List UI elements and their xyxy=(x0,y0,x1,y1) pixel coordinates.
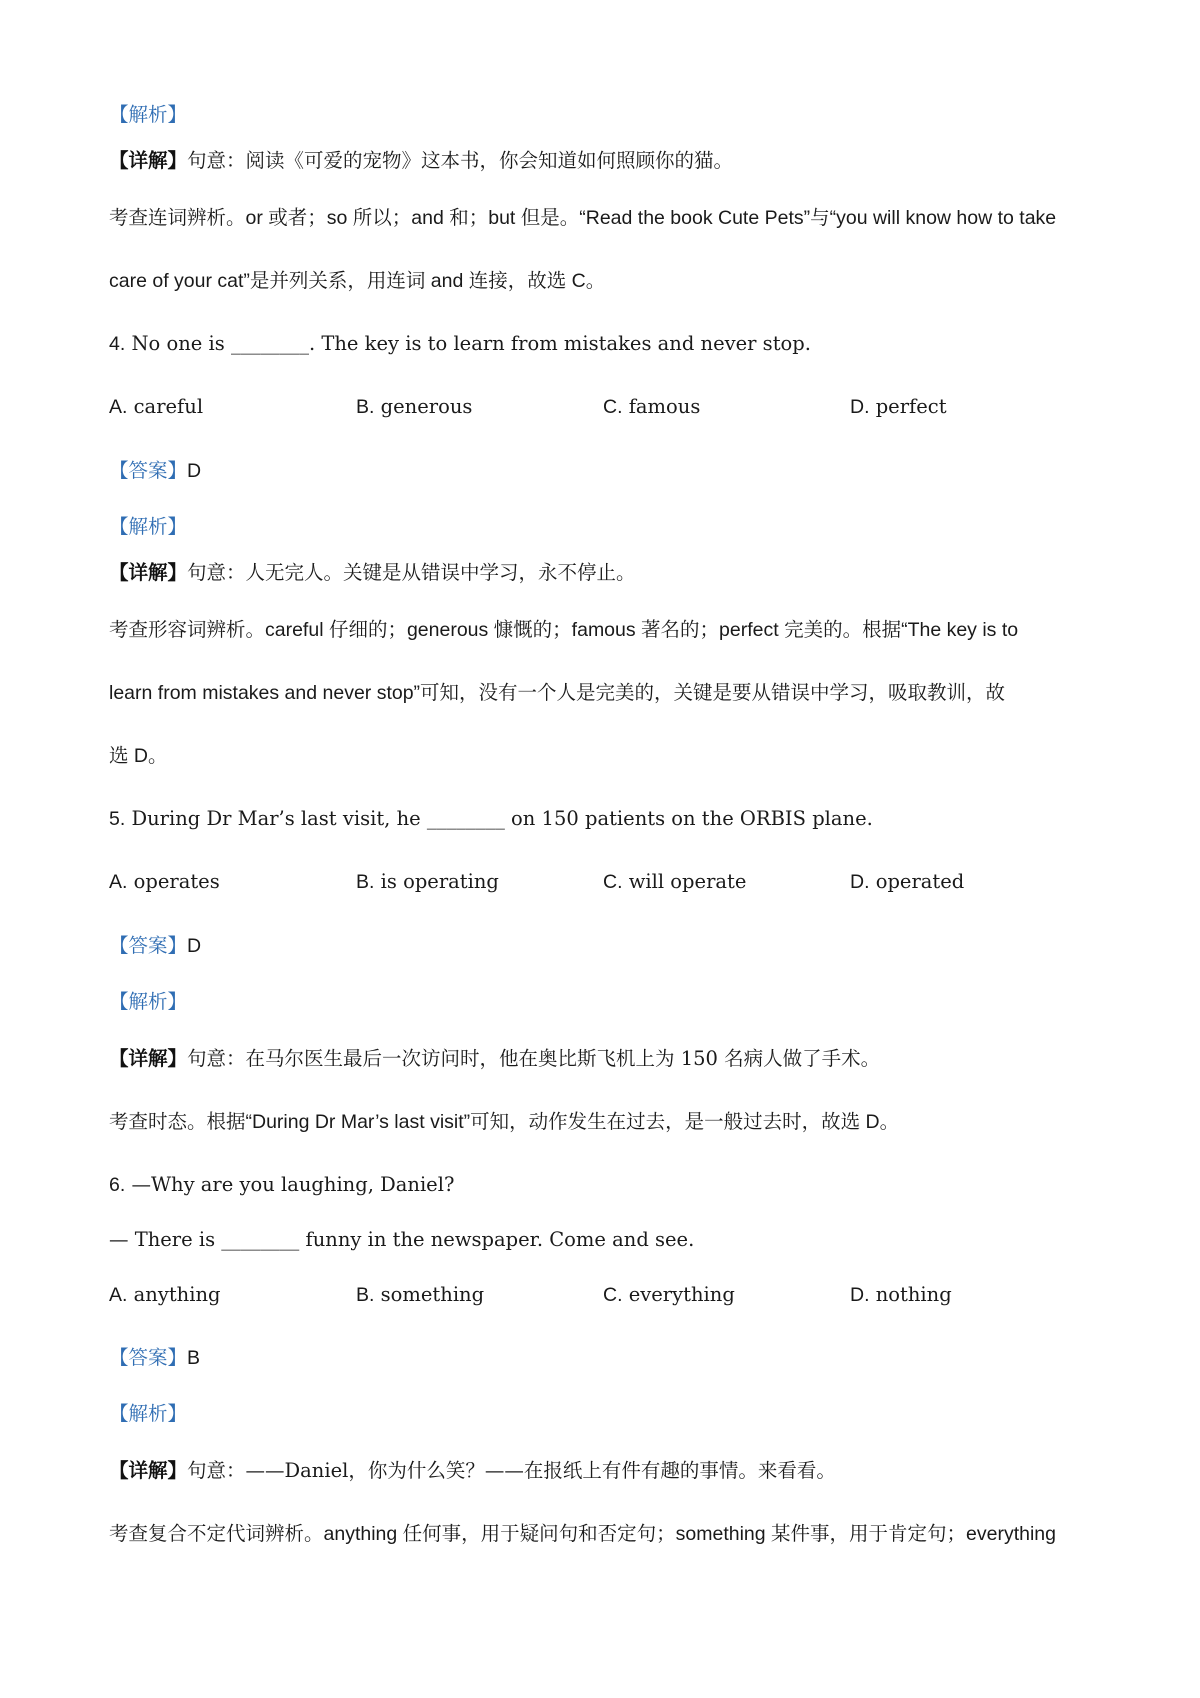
q3-jiexi-label: 【解析】 xyxy=(109,103,188,126)
q4-option-a: A. careful xyxy=(109,395,204,418)
q5-option-d: D. operated xyxy=(850,870,965,893)
q6-text-1: —Why are you laughing, Daniel? xyxy=(131,1173,455,1196)
q6-jiexi-label: 【解析】 xyxy=(109,1402,188,1425)
q4-xiangjie xyxy=(109,558,1100,588)
q6-option-c: C. everything xyxy=(603,1283,735,1306)
q4-xiangjie-text: 句意：人无完人。关键是从错误中学习，永不停止。 xyxy=(187,561,636,584)
q6-analysis-line-1: 考查复合不定代词辨析。anything 任何事，用于疑问句和否定句；something 某件事，用于肯定句；everything xyxy=(109,1523,1056,1545)
q6-option-a: A. anything xyxy=(109,1283,221,1306)
q6-answer-label: 【答案】 xyxy=(109,1346,188,1369)
q4-answer xyxy=(109,456,1100,486)
q5-xiangjie-text: 句意：在马尔医生最后一次访问时，他在奥比斯飞机上为 150 名病人做了手术。 xyxy=(187,1047,881,1070)
q4-option-d: D. perfect xyxy=(850,395,947,418)
q6-number: 6. xyxy=(109,1174,126,1196)
q4-analysis-line-1: 考查形容词辨析。careful 仔细的；generous 慷慨的；famous 著名的；perfect 完美的。根据“The key is to xyxy=(109,619,1019,641)
q5-xiangjie xyxy=(109,1044,1100,1074)
q6-option-d: D. nothing xyxy=(850,1283,952,1306)
q6-answer-value: B xyxy=(187,1347,201,1369)
q3-xiangjie-label: 【详解】 xyxy=(109,149,188,172)
q6-xiangjie-text: 句意：——Daniel，你为什么笑？——在报纸上有件有趣的事情。来看看。 xyxy=(187,1459,836,1482)
q4-analysis-line-2: learn from mistakes and never stop”可知，没有一个人是完美的，关键是要从错误中学习，吸取教训，故 xyxy=(109,682,1006,704)
q4-answer-value: D xyxy=(187,460,202,482)
q6-option-b: B. something xyxy=(356,1283,485,1306)
q4-xiangjie-label: 【详解】 xyxy=(109,561,188,584)
q6-stem-1 xyxy=(109,1170,1100,1200)
q5-answer xyxy=(109,931,1100,961)
q4-number: 4. xyxy=(109,333,126,355)
q6-xiangjie-label: 【详解】 xyxy=(109,1459,188,1482)
q5-stem xyxy=(109,804,1100,834)
q3-xiangjie-text: 句意：阅读《可爱的宠物》这本书，你会知道如何照顾你的猫。 xyxy=(187,149,734,172)
q5-option-c: C. will operate xyxy=(603,870,747,893)
q5-analysis-line-1: 考查时态。根据“During Dr Mar’s last visit”可知，动作发生在过去，是一般过去时，故选 D。 xyxy=(109,1111,900,1133)
q3-analysis-line-2: care of your cat”是并列关系，用连词 and 连接，故选 C。 xyxy=(109,270,606,292)
q5-option-b: B. is operating xyxy=(356,870,499,893)
q5-jiexi-label: 【解析】 xyxy=(109,990,188,1013)
q4-jiexi-label: 【解析】 xyxy=(109,515,188,538)
q5-answer-label: 【答案】 xyxy=(109,934,188,957)
q5-answer-value: D xyxy=(187,935,202,957)
q3-xiangjie xyxy=(109,146,1100,176)
q6-xiangjie xyxy=(109,1456,1100,1486)
q5-xiangjie-label: 【详解】 xyxy=(109,1047,188,1070)
q4-option-c: C. famous xyxy=(603,395,701,418)
q3-analysis-line-1: 考查连词辨析。or 或者；so 所以；and 和；but 但是。“Read the book Cute Pets”与“you will know how to take xyxy=(109,207,1057,229)
q4-option-b: B. generous xyxy=(356,395,473,418)
q4-analysis-line-3: 选 D。 xyxy=(109,745,168,767)
q5-option-a: A. operates xyxy=(109,870,220,893)
q4-answer-label: 【答案】 xyxy=(109,459,188,482)
q5-number: 5. xyxy=(109,808,126,830)
q6-answer xyxy=(109,1343,1100,1373)
q6-stem-2: — There is ________ funny in the newspaper. Come and see. xyxy=(109,1228,695,1251)
q4-text: No one is ________. The key is to learn from mistakes and never stop. xyxy=(131,332,811,355)
q4-stem xyxy=(109,329,1100,359)
q5-text: During Dr Mar’s last visit, he ________ on 150 patients on the ORBIS plane. xyxy=(131,807,873,830)
